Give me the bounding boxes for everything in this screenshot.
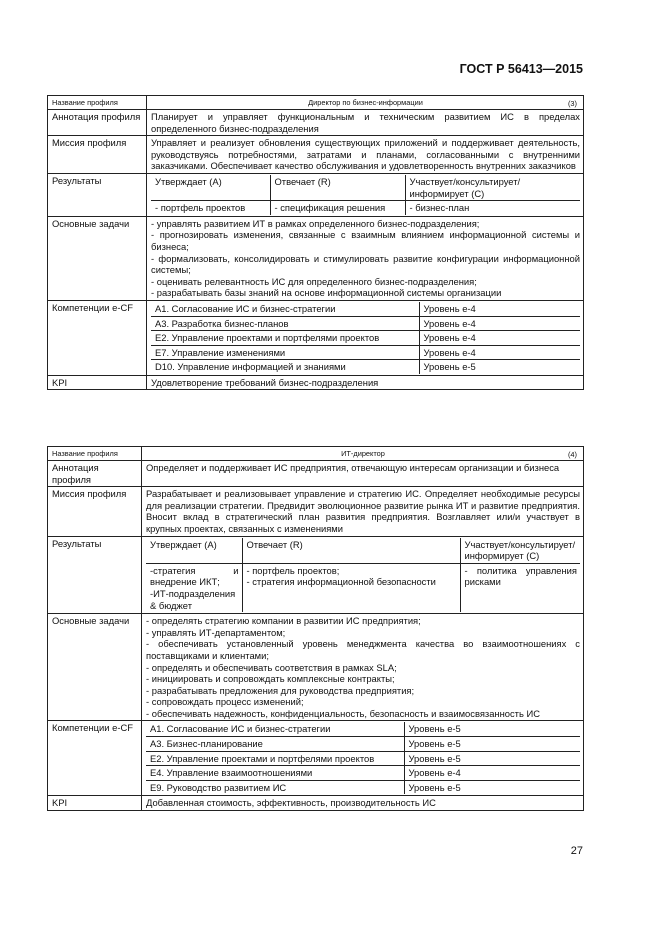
profile-name-label: Название профиля [48, 447, 142, 461]
kpi-row [48, 796, 584, 811]
mission-label: Миссия профиля [48, 136, 147, 174]
tasks-row [48, 614, 584, 721]
competency-row [146, 722, 580, 736]
task-item: - сопровождать процесс изменений; [146, 696, 304, 708]
competencies-label: Компетенции e-CF [48, 300, 147, 375]
results-header-a: Утверждает (A) [151, 175, 270, 201]
tasks-label: Основные задачи [48, 216, 147, 300]
competency-level: Уровень е-4 [419, 316, 580, 331]
tasks-list [147, 216, 584, 300]
annotation-text: Планирует и управляет функциональным и техническим развитием ИС в пределах определенного бизнес-подразделения [147, 110, 584, 136]
results-value-a [146, 563, 242, 612]
profile-number: (3) [567, 99, 577, 108]
profile-name: Директор по бизнес-информации [308, 98, 423, 107]
competencies-subtable [151, 302, 580, 374]
competency-level: Уровень е-5 [404, 751, 580, 766]
results-header-r: Отвечает (R) [242, 538, 460, 564]
mission-text: Разрабатывает и реализовывает управление и стратегию ИС. Определяет необходимые ресурсы для реализации стратегии. Предвидит эволюционное развитие рынка ИТ и развитие предприятия. Вносит вклад в стратегический план развития предприятия. Возглавляет или/и участвует в крупных проектах, связанных с изменениями [142, 487, 584, 536]
competencies-row [48, 300, 584, 375]
mission-row [48, 136, 584, 174]
competency-name: E7. Управление изменениями [151, 345, 419, 360]
task-item: - обеспечивать установленный уровень менеджмента качества во взаимоотношениях с поставщиками и клиентами; [146, 638, 580, 661]
results-cell [147, 173, 584, 216]
tasks-label: Основные задачи [48, 614, 142, 721]
profile-table-3 [47, 95, 584, 390]
competency-name: E4. Управление взаимоотношениями [146, 766, 404, 781]
result-item: - портфель проектов; [246, 564, 340, 576]
result-item: - стратегия информационной безопасности [246, 576, 436, 588]
result-item: - политика управления рисками [464, 564, 577, 588]
competency-name: A3. Бизнес-планирование [146, 737, 404, 752]
task-item: - управлять ИТ-департаментом; [146, 626, 286, 638]
competency-row [151, 331, 580, 346]
results-label: Результаты [48, 536, 142, 614]
kpi-text: Удовлетворение требований бизнес-подразделения [147, 375, 584, 390]
competencies-label: Компетенции e-CF [48, 721, 142, 796]
results-cell [142, 536, 584, 614]
results-header-a: Утверждает (A) [146, 538, 242, 564]
competency-name: A1. Согласование ИС и бизнес-стратегии [151, 302, 419, 316]
mission-label: Миссия профиля [48, 487, 142, 536]
competency-name: A1. Согласование ИС и бизнес-стратегии [146, 722, 404, 736]
competency-name: A3. Разработка бизнес-планов [151, 316, 419, 331]
document-code: ГОСТ Р 56413—2015 [459, 62, 583, 76]
competency-name: E9. Руководство развитием ИС [146, 780, 404, 794]
competency-level: Уровень е-4 [419, 302, 580, 316]
annotation-row [48, 110, 584, 136]
profile-header-row [48, 447, 584, 461]
profile-name: ИТ-директор [341, 449, 385, 458]
annotation-label: Аннотация профиля [48, 110, 147, 136]
results-subtable [151, 175, 580, 215]
result-item: -ИТ-подразделения & бюджет [150, 587, 236, 611]
competency-level: Уровень е-5 [404, 737, 580, 752]
competency-row [151, 302, 580, 316]
task-item: - обеспечивать надежность, конфиденциальность, безопасность и взаимосвязанность ИС [146, 707, 540, 719]
annotation-text: Определяет и поддерживает ИС предприятия, отвечающую интересам организации и бизнеса [142, 461, 584, 487]
profile-name-label: Название профиля [48, 96, 147, 110]
competency-row [146, 780, 580, 794]
profile-number: (4) [567, 450, 577, 459]
profile-name-cell [147, 96, 584, 110]
task-item: - оценивать релевантность ИС для определенного бизнес-подразделения; [151, 275, 477, 287]
kpi-text: Добавленная стоимость, эффективность, производительность ИС [142, 796, 584, 811]
competency-row [146, 737, 580, 752]
competency-level: Уровень е-5 [404, 780, 580, 794]
competencies-row [48, 721, 584, 796]
page-number: 27 [570, 845, 583, 857]
competencies-cell [147, 300, 584, 375]
task-item: - разрабатывать базы знаний на основе информационной системы организации [151, 287, 502, 299]
task-item: - прогнозировать изменения, связанные с взаимным влиянием информационной системы и бизнеса; [151, 229, 580, 252]
profile-table-4 [47, 446, 584, 811]
competency-name: E2. Управление проектами и портфелями проектов [146, 751, 404, 766]
results-header-c: Участвует/консультирует/информирует (C) [460, 538, 580, 564]
kpi-row [48, 375, 584, 390]
competency-row [146, 751, 580, 766]
profile-name-cell [142, 447, 584, 461]
tasks-row [48, 216, 584, 300]
task-item: - определять стратегию компании в развитии ИС предприятия; [146, 615, 421, 627]
task-item: - управлять развитием ИТ в рамках определенного бизнес-подразделения; [151, 217, 480, 229]
task-item: - инициировать и сопровождать комплексные контракты; [146, 673, 395, 685]
results-row [48, 536, 584, 614]
results-row [48, 173, 584, 216]
tasks-list [142, 614, 584, 721]
competency-level: Уровень е-4 [419, 345, 580, 360]
competencies-subtable [146, 722, 580, 794]
profile-header-row [48, 96, 584, 110]
task-item: - определять и обеспечивать соответствия в рамках SLA; [146, 661, 397, 673]
results-label: Результаты [48, 173, 147, 216]
mission-text: Управляет и реализует обновления существующих приложений и поддерживает деятельность, руководствуясь потребностями, затратами и планами, согласованными с внутренними заказчиками. Обеспечивает качество обслуживания и удовлетворенность внутренних заказчиков [147, 136, 584, 174]
competency-level: Уровень е-5 [404, 722, 580, 736]
results-value-a: - портфель проектов [151, 201, 270, 215]
results-header-r: Отвечает (R) [270, 175, 405, 201]
results-subtable [146, 538, 580, 613]
competency-row [146, 766, 580, 781]
competency-name: E2. Управление проектами и портфелями проектов [151, 331, 419, 346]
kpi-label: KPI [48, 796, 142, 811]
mission-row [48, 487, 584, 536]
result-item: -стратегия и внедрение ИКТ; [150, 564, 239, 588]
results-value-c: - бизнес-план [405, 201, 580, 215]
results-header-c: Участвует/консультирует/информирует (C) [405, 175, 580, 201]
task-item: - разрабатывать предложения для руководства предприятия; [146, 684, 415, 696]
competency-level: Уровень е-4 [419, 331, 580, 346]
task-item: - формализовать, консолидировать и стимулировать развитие конфигурации информационной системы; [151, 252, 580, 276]
competency-row [151, 360, 580, 374]
results-value-r: - спецификация решения [270, 201, 405, 215]
competency-level: Уровень е-4 [404, 766, 580, 781]
results-value-r [242, 563, 460, 612]
competency-level: Уровень е-5 [419, 360, 580, 374]
competencies-cell [142, 721, 584, 796]
competency-row [151, 345, 580, 360]
competency-name: D10. Управление информацией и знаниями [151, 360, 419, 374]
annotation-label: Аннотация профиля [48, 461, 142, 487]
competency-row [151, 316, 580, 331]
annotation-row [48, 461, 584, 487]
kpi-label: KPI [48, 375, 147, 390]
results-value-c [460, 563, 580, 612]
